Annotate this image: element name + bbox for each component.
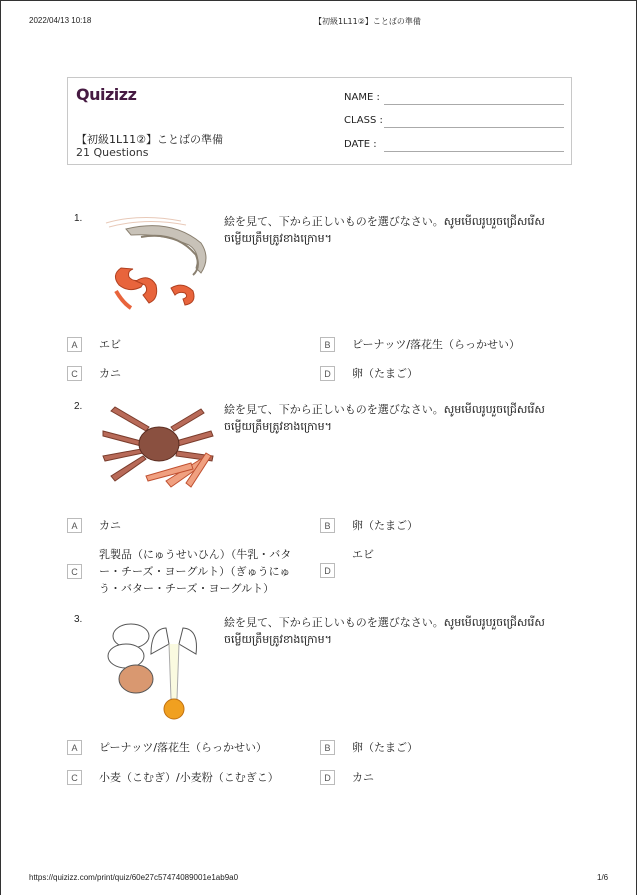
question-text: 絵を見て、下から正しいものを選びなさい。សូមមើលរូបរួចជ្រើសរើសចម្លើយត្រឹមត្រូវខាងក្រោម។ [224,215,545,245]
option-a[interactable] [67,739,267,756]
question-number: 2. [74,401,83,412]
option-letter: A [67,337,82,352]
option-text: ピーナッツ/落花生（らっかせい） [99,741,268,754]
option-letter: A [67,740,82,755]
question-count: 21 Questions [76,146,149,159]
class-line [384,127,564,128]
option-letter: C [67,770,82,785]
option-letter: C [67,366,82,381]
option-c[interactable] [67,546,309,597]
date-line [384,151,564,152]
option-text: カニ [99,367,121,380]
option-a[interactable] [67,336,121,353]
option-letter: A [67,518,82,533]
question-text: 絵を見て、下から正しいものを選びなさい。សូមមើលរូបរួចជ្រើសរើសចម្លើយត្រឹមត្រូវខាងក្រោម។ [224,403,545,433]
option-d[interactable] [320,546,374,578]
egg-image [101,614,216,714]
print-url: https://quizizz.com/print/quiz/60e27c57474089001e1ab9a0 [29,873,239,882]
name-line [384,104,564,105]
option-text: ピーナッツ/落花生（らっかせい） [352,338,521,351]
option-d[interactable] [320,769,374,786]
page-number: 1/6 [597,873,609,882]
option-text: エビ [99,338,121,351]
option-letter: D [320,366,335,381]
option-letter: D [320,563,335,578]
quizizz-logo: Quizizz [76,85,137,104]
question-number: 3. [74,614,83,625]
option-c[interactable] [67,365,121,382]
shrimp-image [101,213,216,313]
print-datetime: 2022/04/13 10:18 [29,16,92,25]
option-d[interactable] [320,365,418,382]
question-text: 絵を見て、下から正しいものを選びなさい。សូមមើលរូបរួចជ្រើសរើសចម្លើយត្រឹមត្រូវខាងក្រោម។ [224,616,545,646]
option-letter: D [320,770,335,785]
quiz-info-box [67,77,572,165]
crab-image [101,401,216,501]
option-text: エビ [352,548,374,561]
option-letter: B [320,740,335,755]
option-text: カニ [352,771,374,784]
question-number: 1. [74,213,83,224]
option-text: 卵（たまご） [352,367,418,380]
date-label: DATE : [344,139,377,150]
option-b[interactable] [320,739,418,756]
date-field [344,139,377,150]
option-text: 乳製品（にゅうせいひん）（牛乳・バター・チーズ・ヨーグルト）（ぎゅうにゅう・バター・チーズ・ヨーグルト） [99,548,292,595]
option-text: カニ [99,519,121,532]
option-text: 卵（たまご） [352,519,418,532]
print-header-title: 【初級1L11②】ことばの準備 [314,17,421,26]
option-letter: C [67,564,82,579]
option-text: 卵（たまご） [352,741,418,754]
option-letter: B [320,518,335,533]
quiz-title: 【初級1L11②】ことばの準備 [76,133,223,146]
class-label: CLASS : [344,115,383,126]
name-label: NAME : [344,92,380,103]
option-b[interactable] [320,517,418,534]
class-field [344,115,383,126]
option-a[interactable] [67,517,121,534]
option-text: 小麦（こむぎ）/小麦粉（こむぎこ） [99,771,279,784]
option-letter: B [320,337,335,352]
option-c[interactable] [67,769,279,786]
option-b[interactable] [320,336,520,353]
name-field [344,92,380,103]
